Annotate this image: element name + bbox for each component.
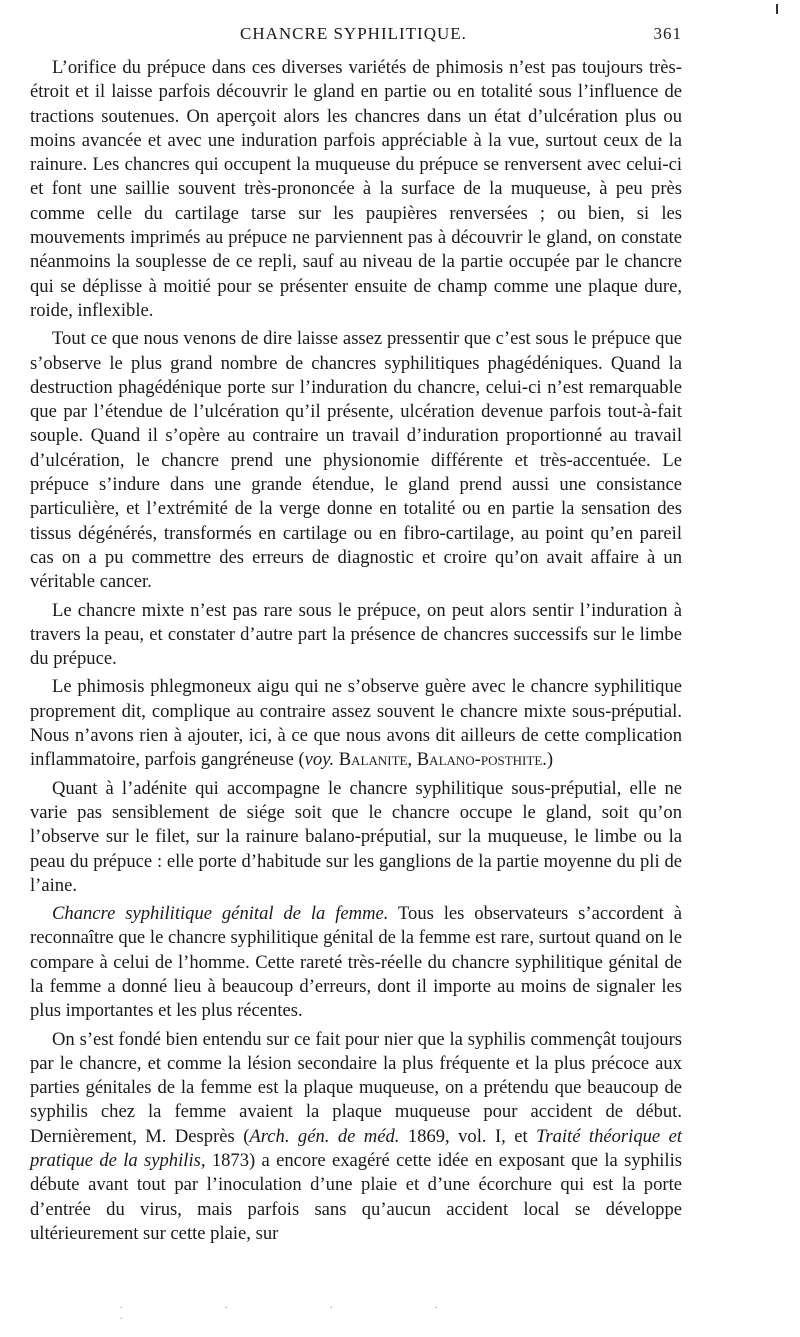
paragraph-phlegmonous-phimosis <box>30 675 682 772</box>
p7-text2: 1869, vol. I, et <box>399 1125 537 1147</box>
paragraph-adenitis: Quant à l’adénite qui accompagne le chancre syphilitique sous-préputial, elle ne varie pas sensiblement de siége soit que le chancre occupe le gland, soit qu’on l’observe sur le filet, sur la rainure balano-préputial, sur la muqueuse, le limbe ou la peau du prépuce : elle porte d’habitude sur les ganglions de la partie moyenne du pli de l’aine. <box>30 777 682 896</box>
p4-text: Le phimosis phlegmoneux aigu qui ne s’observe guère avec le chancre syphilitique proprement dit, complique au contraire assez souvent le chancre mixte sous-préputial. Nous n’avons rien à ajouter, ici, à ce que nous avons dit ailleurs de cette complication inflammatoire, parfois gangréneuse ( <box>30 676 682 771</box>
running-head <box>30 22 682 48</box>
citation-arch-gen-med: Arch. gén. de méd. <box>249 1125 400 1147</box>
margin-mark <box>776 4 778 14</box>
scan-artifacts: . . . . . <box>120 1300 488 1322</box>
section-heading-female-chancre: Chancre syphilitique génital de la femme. <box>52 903 389 925</box>
p7-text1: On s’est fondé bien entendu sur ce fait pour nier que la syphilis commençât toujours par le chancre, et comme la lésion secondaire la plus fréquente et la plus précoce aux parties génitales de la femme est la plaque muqueuse, on a prétendu que beaucoup de syphilis chez la femme avaient la plaque muqueuse pour accident de début. Dernièrement, M. Desprès ( <box>30 1028 682 1147</box>
citation-traite-syphilis: Traité théorique et pratique de la syphilis <box>30 1125 682 1172</box>
paragraph-phimosis-orifice: L’orifice du prépuce dans ces diverses variétés de phimosis n’est pas toujours très-étroit et il laisse parfois découvrir le gland en partie ou en totalité sous l’influence de tractions soutenues. On aperçoit alors les chancres dans un état d’ulcération plus ou moins avancée et avec une induration parfois appréciable à la vue, surtout ceux de la rainure. Les chancres qui occupent la muqueuse du prépuce se renversent avec celui-ci et font une saillie souvent très-prononcée à la surface de la muqueuse, à peu près comme celle du cartilage tarse sur les paupières renversées ; ou bien, si les mouvements imprimés au prépuce ne parviennent pas à découvrir le gland, on constate néanmoins la souplesse de ce repli, sauf au niveau de la partie occupée par le chancre qui se déplisse à moitié pour se présenter ensuite de champ comme une plaque dure, roide, inflexible. <box>30 57 682 321</box>
paragraph-despres <box>30 1028 682 1247</box>
body-text <box>30 56 682 1246</box>
p4-sep: , <box>407 749 417 771</box>
p7-text3: , 1873) a encore exagéré cette idée en exposant que la syphilis débute avant tout par l’inoculation d’une plaie et d’une écorchure qui est la porte d’entrée du virus, mais parfois sans qu’aucun accident local se développe ultérieurement sur cette plaie, sur <box>30 1150 682 1244</box>
page-number: 361 <box>653 24 682 43</box>
cross-reference-balano-posthite: Balano-posthite <box>416 749 543 771</box>
cross-reference-balanite: Balanite <box>338 749 408 771</box>
p4-end: .) <box>542 749 554 771</box>
book-page <box>30 22 682 1250</box>
p6-text: Tous les observateurs s’accordent à reconnaître que le chancre syphilitique génital de la femme est rare, surtout quand on le compare à celui de l’homme. Cette rareté très-réelle du chancre syphilitique génital de la femme a donné lieu à beaucoup d’erreurs, dont il importe au moins de signaler les plus importantes et les plus récentes. <box>30 903 682 1022</box>
p4-voy: voy. <box>304 749 335 771</box>
paragraph-phagedenic-chancres: Tout ce que nous venons de dire laisse assez pressentir que c’est sous le prépuce que s’observe le plus grand nombre de chancres syphilitiques phagédéniques. Quand la destruction phagédénique porte sur l’induration du chancre, celui-ci n’est remarquable que par l’étendue de l’ulcération qu’il présente, ulcération devenue parfois tout-à-fait souple. Quand il s’opère au contraire un travail d’induration proportionné au travail d’ulcération, le chancre prend une physionomie différente et très-accentuée. Le prépuce s’indure dans une grande étendue, le gland prend aussi une consistance particulière, et l’extrémité de la verge donne en totalité ou en partie la sensation des tissus dégénérés, transformés en cartilage ou en fibro-cartilage, au point qu’en pareil cas on a pu commettre des erreurs de diagnostic et croire qu’on avait affaire à un véritable cancer. <box>30 328 682 593</box>
paragraph-female-chancre <box>30 902 682 1023</box>
paragraph-mixed-chancre: Le chancre mixte n’est pas rare sous le prépuce, on peut alors sentir l’induration à travers la peau, et constater d’autre part la présence de chancres successifs sur le limbe du prépuce. <box>30 599 682 670</box>
running-title: CHANCRE SYPHILITIQUE. <box>240 24 467 43</box>
